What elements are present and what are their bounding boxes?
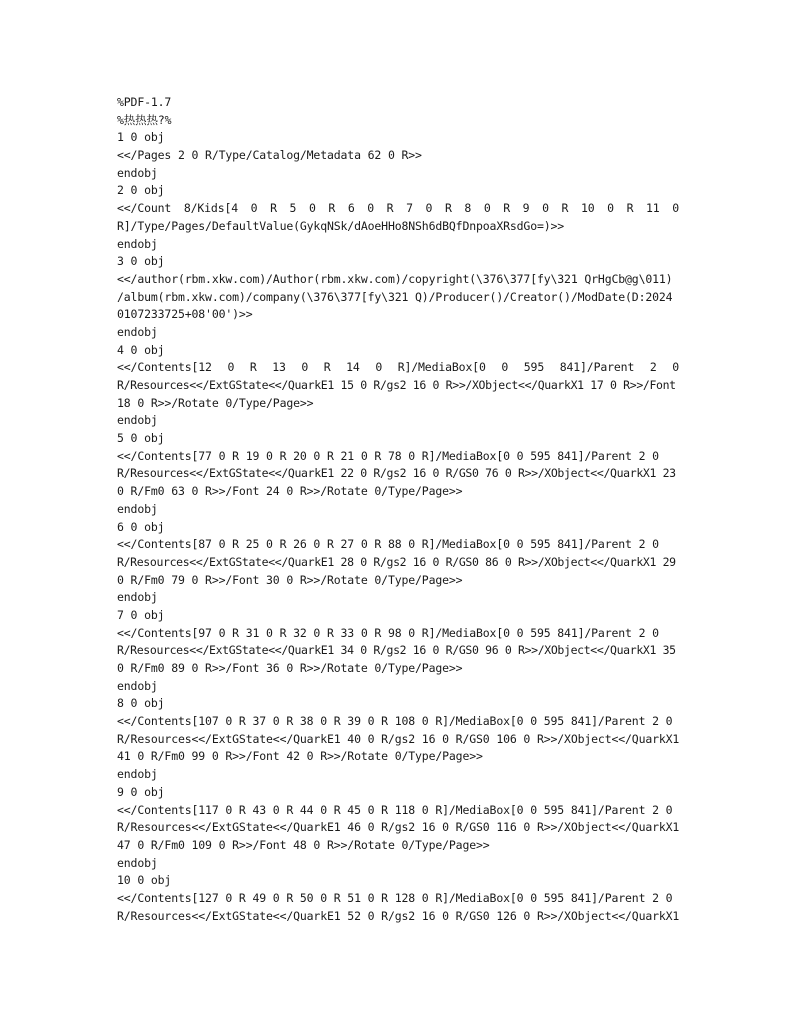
text-line: <</Contents[127 0 R 49 0 R 50 0 R 51 0 R 128 0 R]/MediaBox[0 0 595 841]/Parent 2 0	[117, 890, 673, 905]
text-line: 0107233725+08'00')>>	[117, 307, 253, 322]
text-line: endobj	[117, 413, 158, 428]
text-line: R/Resources<</ExtGState<</QuarkE1 46 0 R/gs2 16 0 R/GS0 116 0 R>>/XObject<</QuarkX1	[117, 820, 679, 835]
text-line: 8 0 obj	[117, 696, 165, 711]
text-line: 6 0 obj	[117, 519, 165, 534]
text-line: 4 0 obj	[117, 342, 165, 357]
text-line: endobj	[117, 855, 158, 870]
text-line: <</Contents[77 0 R 19 0 R 20 0 R 21 0 R 78 0 R]/MediaBox[0 0 595 841]/Parent 2 0	[117, 448, 659, 463]
text-line: endobj	[117, 165, 158, 180]
text-line: 41 0 R/Fm0 99 0 R>>/Font 42 0 R>>/Rotate 0/Type/Page>>	[117, 749, 483, 764]
text-line: 18 0 R>>/Rotate 0/Type/Page>>	[117, 395, 314, 410]
text-line: <</Contents[97 0 R 31 0 R 32 0 R 33 0 R 98 0 R]/MediaBox[0 0 595 841]/Parent 2 0	[117, 625, 659, 640]
text-line: 2 0 obj	[117, 183, 165, 198]
text-line: 7 0 obj	[117, 607, 165, 622]
text-line: <</Contents[87 0 R 25 0 R 26 0 R 27 0 R 88 0 R]/MediaBox[0 0 595 841]/Parent 2 0	[117, 537, 659, 552]
text-line: 10 0 obj	[117, 873, 172, 888]
text-line: endobj	[117, 236, 158, 251]
text-line: %PDF-1.7	[117, 95, 172, 109]
text-line: R/Resources<</ExtGState<</QuarkE1 40 0 R/gs2 16 0 R/GS0 106 0 R>>/XObject<</QuarkX1	[117, 731, 679, 746]
text-line: R/Resources<</ExtGState<</QuarkE1 22 0 R/gs2 16 0 R/GS0 76 0 R>>/XObject<</QuarkX1 23	[117, 466, 676, 481]
text-line: R/Resources<</ExtGState<</QuarkE1 15 0 R/gs2 16 0 R>>/XObject<</QuarkX1 17 0 R>>/Font	[117, 378, 676, 392]
text-line: 9 0 obj	[117, 784, 165, 799]
text-line: R/Resources<</ExtGState<</QuarkE1 34 0 R/gs2 16 0 R/GS0 96 0 R>>/XObject<</QuarkX1 35	[117, 643, 676, 658]
text-line: endobj	[117, 324, 158, 339]
text-line: endobj	[117, 678, 158, 693]
text-line: endobj	[117, 501, 158, 516]
text-line: /album(rbm.xkw.com)/company(\376\377[fy\321 Q)/Producer()/Creator()/ModDate(D:2024	[117, 289, 673, 304]
text-line: R]/Type/Pages/DefaultValue(GykqNSk/dAoeHHo8NSh6dBQfDnpoaXRsdGo=)>>	[117, 218, 565, 233]
text-line: <</Pages 2 0 R/Type/Catalog/Metadata 62 0 R>>	[117, 148, 422, 163]
text-line: 0 R/Fm0 89 0 R>>/Font 36 0 R>>/Rotate 0/Type/Page>>	[117, 661, 463, 675]
text-line: <</Contents[107 0 R 37 0 R 38 0 R 39 0 R 108 0 R]/MediaBox[0 0 595 841]/Parent 2 0	[117, 714, 673, 729]
text-line: 47 0 R/Fm0 109 0 R>>/Font 48 0 R>>/Rotate 0/Type/Page>>	[117, 837, 490, 852]
text-line: <</Contents[117 0 R 43 0 R 44 0 R 45 0 R 118 0 R]/MediaBox[0 0 595 841]/Parent 2 0	[117, 802, 673, 817]
text-line: 1 0 obj	[117, 130, 165, 145]
text-line: <</Count 8/Kids[4 0 R 5 0 R 6 0 R 7 0 R 8 0 R 9 0 R 10 0 R 11 0	[117, 201, 679, 216]
document-page	[117, 94, 679, 925]
text-line: endobj	[117, 590, 158, 605]
text-line: R/Resources<</ExtGState<</QuarkE1 28 0 R/gs2 16 0 R/GS0 86 0 R>>/XObject<</QuarkX1 29	[117, 554, 676, 569]
text-line: R/Resources<</ExtGState<</QuarkE1 52 0 R/gs2 16 0 R/GS0 126 0 R>>/XObject<</QuarkX1	[117, 908, 679, 923]
text-line: endobj	[117, 767, 158, 782]
text-line: 0 R/Fm0 79 0 R>>/Font 30 0 R>>/Rotate 0/Type/Page>>	[117, 572, 463, 587]
text-line: %热热热?%	[117, 112, 172, 127]
text-line: <</Contents[12 0 R 13 0 R 14 0 R]/MediaBox[0 0 595 841]/Parent 2 0	[117, 360, 679, 375]
text-line: 3 0 obj	[117, 254, 165, 269]
text-line: 5 0 obj	[117, 431, 165, 446]
text-line: <</author(rbm.xkw.com)/Author(rbm.xkw.com)/copyright(\376\377[fy\321 QrHgCb@g\011)	[117, 271, 673, 286]
text-line: 0 R/Fm0 63 0 R>>/Font 24 0 R>>/Rotate 0/Type/Page>>	[117, 484, 463, 499]
